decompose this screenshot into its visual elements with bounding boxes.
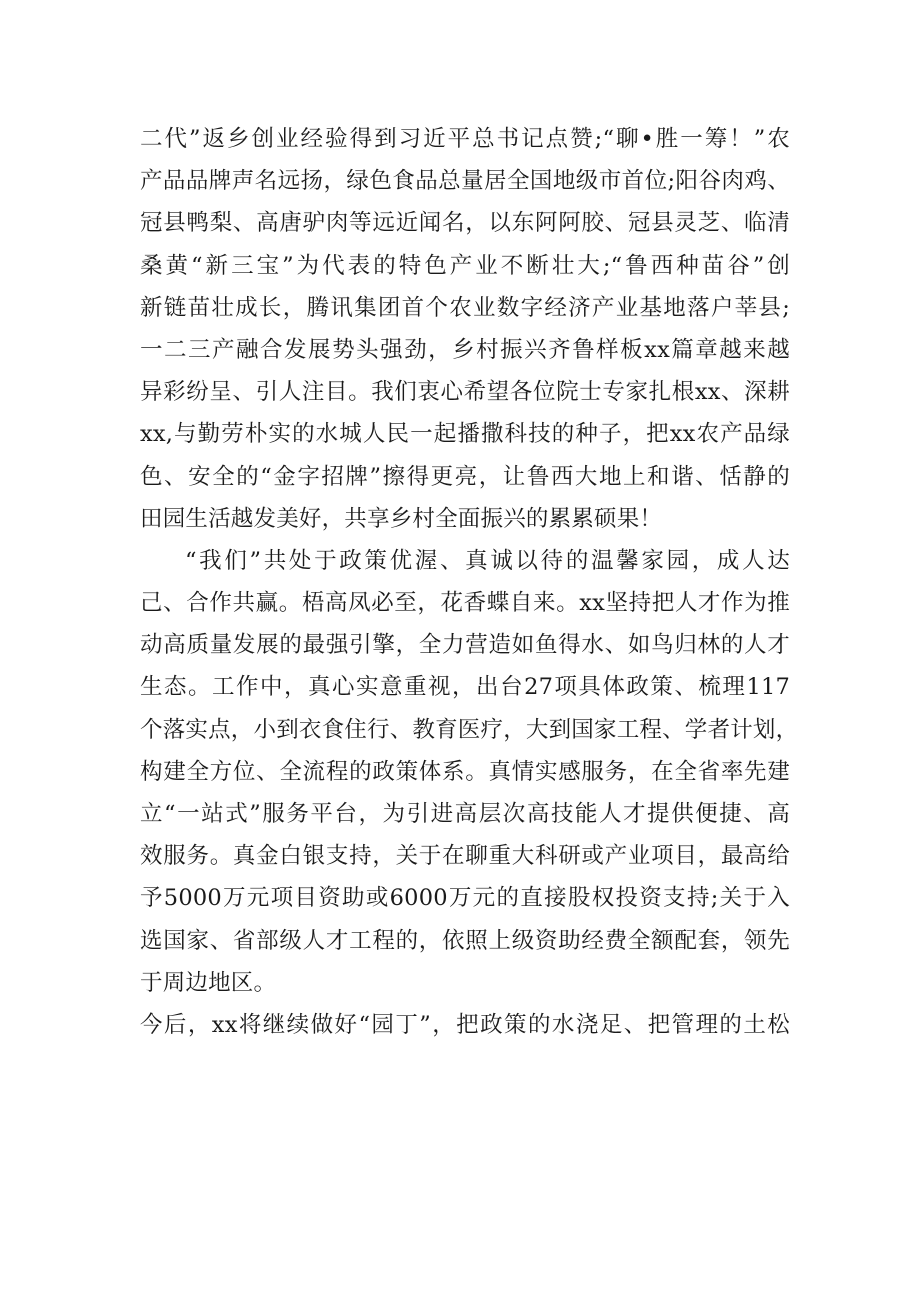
text-line: 动高质量发展的最强引擎，全力营造如鱼得水、如鸟归林的人才: [140, 632, 790, 659]
text-line: 产品品牌声名远扬，绿色食品总量居全国地级市首位;阳谷肉鸡、: [140, 168, 790, 195]
paragraph-end-line: 田园生活越发美好，共享乡村全面振兴的累累硕果！: [140, 505, 663, 532]
text-line: 今后，xx将继续做好“园丁”，把政策的水浇足、把管理的土松: [140, 1011, 790, 1038]
text-line: 一二三产融合发展势头强劲，乡村振兴齐鲁样板xx篇章越来越: [140, 336, 790, 363]
text-line: 异彩纷呈、引人注目。我们衷心希望各位院士专家扎根xx、深耕: [140, 379, 790, 406]
text-line: 生态。工作中，真心实意重视，出台27项具体政策、梳理117: [140, 674, 790, 701]
text-line: 构建全方位、全流程的政策体系。真情实感服务，在全省率先建: [140, 758, 790, 785]
paragraph-first-line: “我们”共处于政策优渥、真诚以待的温馨家园，成人达: [185, 547, 790, 574]
text-line: 色、安全的“金字招牌”擦得更亮，让鲁西大地上和谐、恬静的: [140, 463, 790, 490]
text-line: 予5000万元项目资助或6000万元的直接股权投资支持;关于入: [140, 885, 790, 912]
document-body: [140, 118, 799, 1046]
text-line: 效服务。真金白银支持，关于在聊重大科研或产业项目，最高给: [140, 843, 790, 870]
text-line: 冠县鸭梨、高唐驴肉等远近闻名，以东阿阿胶、冠县灵芝、临清: [140, 210, 790, 237]
paragraph-end-line: 于周边地区。: [140, 969, 277, 996]
text-line: 立“一站式”服务平台，为引进高层次高技能人才提供便捷、高: [140, 801, 790, 827]
text-line: xx,与勤劳朴实的水城人民一起播撒科技的种子，把xx农产品绿: [140, 421, 790, 448]
text-line: 个落实点，小到衣食住行、教育医疗，大到国家工程、学者计划，: [140, 716, 799, 743]
text-line: 己、合作共赢。梧高凤必至，花香蝶自来。xx坚持把人才作为推: [140, 590, 790, 617]
text-line: 二代”返乡创业经验得到习近平总书记点赞;“聊•胜一筹！”农: [140, 126, 790, 152]
text-line: 桑黄“新三宝”为代表的特色产业不断壮大;“鲁西种苗谷”创: [140, 252, 790, 279]
text-line: 选国家、省部级人才工程的，依照上级资助经费全额配套，领先: [140, 927, 790, 954]
text-line: 新链苗壮成长，腾讯集团首个农业数字经济产业基地落户莘县;: [140, 294, 790, 321]
